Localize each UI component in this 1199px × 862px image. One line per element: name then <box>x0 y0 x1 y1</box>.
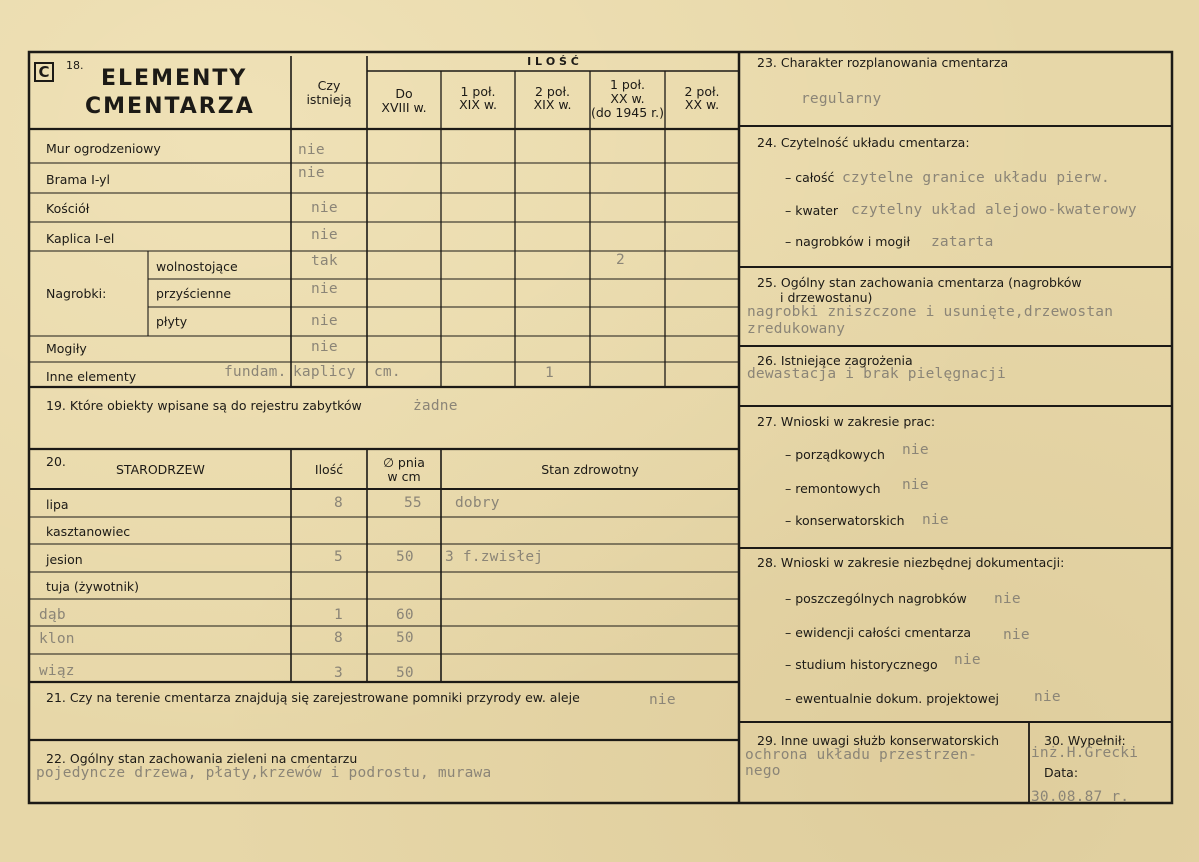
section-21-label: 21. Czy na terenie cmentarza znajdują się zarejestrowane pomniki przyrody ew. aleje <box>46 690 580 705</box>
section-20-number: 20. <box>46 454 66 469</box>
row-label-kaplica: Kaplica I-el <box>46 231 115 246</box>
col-header-2-pol-xx-line1: 2 poł. <box>684 84 720 99</box>
section-27-item-label: – remontowych <box>785 481 881 496</box>
section-26-value: dewastacja i brak pielęgnacji <box>747 366 1006 382</box>
section-28-item-label: – studium historycznego <box>785 657 938 672</box>
section-24-nagrobkow-value: zatarta <box>931 234 994 250</box>
col-header-1-pol-xx-line3: (do 1945 r.) <box>590 105 665 120</box>
section-27-item-value: nie <box>902 477 929 493</box>
section-18-title-line1: ELEMENTY <box>101 66 248 91</box>
col-header-pnia-line2: w cm <box>387 469 421 484</box>
section-24-kwater-value: czytelny układ alejowo-kwaterowy <box>851 202 1137 218</box>
section-18-number: 18. <box>66 59 84 72</box>
col-header-pnia-line1: ∅ pnia <box>383 455 425 470</box>
section-29-value-line1: ochrona układu przestrzen- <box>745 747 978 763</box>
section-24-calosc-value: czytelne granice układu pierw. <box>842 170 1110 186</box>
section-27-label: 27. Wnioski w zakresie prac: <box>757 414 936 429</box>
section-22-label: 22. Ogólny stan zachowania zieleni na cmentarzu <box>46 751 358 766</box>
section-22-value: pojedyncze drzewa, płaty,krzewów i podrostu, murawa <box>36 765 492 781</box>
row-value-plyty: nie <box>311 313 338 329</box>
filled-by-name: inż.H.Grecki <box>1031 745 1139 761</box>
czy-istnieja-header-line1: Czy <box>317 78 341 93</box>
section-25-label-line1: 25. Ogólny stan zachowania cmentarza (nagrobków <box>757 275 1082 290</box>
row-label-inne: Inne elementy <box>46 369 137 384</box>
row-label-kosciol: Kościół <box>46 201 90 216</box>
section-30-label: 30. Wypełnił: <box>1044 733 1126 748</box>
section-28-item-value: nie <box>1003 627 1030 643</box>
section-28-item-label: – poszczególnych nagrobków <box>785 591 967 606</box>
section-18-title-line2: CMENTARZA <box>85 94 255 119</box>
tree-count: 8 <box>334 630 343 646</box>
section-25-label-line2: i drzewostanu) <box>780 290 873 305</box>
row-value-kosciol: nie <box>311 200 338 216</box>
tree-name: dąb <box>39 607 66 623</box>
section-27-item-value: nie <box>922 512 949 528</box>
section-28-item-label: – ewidencji całości cmentarza <box>785 625 972 640</box>
row-value-wolnostojace: tak <box>311 253 338 269</box>
col-header-2-pol-xix-line2: XIX w. <box>533 97 572 112</box>
row-value-inne-part3: cm. <box>374 364 401 380</box>
tree-diameter: 50 <box>396 630 414 646</box>
row-value-brama: nie <box>298 165 325 181</box>
tree-name: kasztanowiec <box>46 524 131 539</box>
row-label-nagrobki: Nagrobki: <box>46 286 107 301</box>
row-value-inne-xix2: 1 <box>545 365 554 381</box>
section-27-item-label: – konserwatorskich <box>785 513 905 528</box>
section-24-nagrobkow-label: – nagrobków i mogił <box>785 234 911 249</box>
section-28-item-value: nie <box>994 591 1021 607</box>
col-header-do-xviii-line2: XVIII w. <box>381 100 427 115</box>
tree-diameter: 55 <box>404 495 422 511</box>
row-value-inne-part1: fundam. <box>224 364 287 380</box>
date-value: 30.08.87 r. <box>1031 789 1130 805</box>
row-value-kaplica: nie <box>311 227 338 243</box>
tree-count: 5 <box>334 549 343 565</box>
czy-istnieja-header-line2: istnieją <box>306 92 352 107</box>
col-header-1-pol-xx-line1: 1 poł. <box>609 77 646 92</box>
row-value-mogily: nie <box>311 339 338 355</box>
tree-diameter: 60 <box>396 607 414 623</box>
row-label-plyty: płyty <box>156 314 188 329</box>
row-value-przyscienne: nie <box>311 281 338 297</box>
row-label-wolnostojace: wolnostojące <box>156 259 238 274</box>
section-28-label: 28. Wnioski w zakresie niezbędnej dokumentacji: <box>757 555 1065 570</box>
section-24-kwater-label: – kwater <box>785 203 839 218</box>
date-label: Data: <box>1044 765 1079 780</box>
section-28-item-value: nie <box>954 652 981 668</box>
row-label-mur: Mur ogrodzeniowy <box>46 141 161 156</box>
tree-name: klon <box>39 631 75 647</box>
section-23-value: regularny <box>801 91 882 107</box>
section-19-value: żadne <box>413 398 458 414</box>
section-25-value-line1: nagrobki zniszczone i usunięte,drzewostan <box>747 304 1114 320</box>
col-header-stan-zdrowotny: Stan zdrowotny <box>541 462 639 477</box>
section-24-calosc-label: – całość <box>785 170 835 185</box>
tree-name: jesion <box>46 552 83 567</box>
tree-state: dobry <box>455 495 500 511</box>
section-21-value: nie <box>649 692 676 708</box>
section-29-value-line2: nego <box>745 763 781 779</box>
tree-diameter: 50 <box>396 665 414 681</box>
col-header-2-pol-xix-line1: 2 poł. <box>534 84 571 99</box>
card-letter-box: C <box>34 62 54 82</box>
col-header-1-pol-xix-line1: 1 poł. <box>460 84 496 99</box>
col-header-1-pol-xx-line2: XX w. <box>610 91 645 106</box>
tree-name: lipa <box>46 497 69 512</box>
row-value-wolnostojace-xx1: 2 <box>616 252 625 268</box>
section-29-label: 29. Inne uwagi służb konserwatorskich <box>757 733 999 748</box>
row-label-brama: Brama I-yl <box>46 172 111 187</box>
section-27-item-label: – porządkowych <box>785 447 885 462</box>
tree-count: 8 <box>334 495 343 511</box>
section-28-item-label: – ewentualnie dokum. projektowej <box>785 691 1000 706</box>
ilosc-header: I L O Ś Ć <box>527 55 579 68</box>
tree-state: 3 f.zwisłej <box>445 549 544 565</box>
section-19-label: 19. Które obiekty wpisane są do rejestru zabytków <box>46 398 362 413</box>
col-header-do-xviii-line1: Do <box>395 86 413 101</box>
tree-diameter: 50 <box>396 549 414 565</box>
tree-count: 3 <box>334 665 343 681</box>
section-28-item-value: nie <box>1034 689 1061 705</box>
row-value-mur: nie <box>298 142 325 158</box>
section-27-item-value: nie <box>902 442 929 458</box>
section-26-label: 26. Istniejące zagrożenia <box>757 353 913 368</box>
col-header-ilosc: Ilość <box>314 462 344 477</box>
starodrzew-header: STARODRZEW <box>116 462 205 477</box>
row-label-mogily: Mogiły <box>46 341 87 356</box>
tree-count: 1 <box>334 607 343 623</box>
tree-name: tuja (żywotnik) <box>46 579 140 594</box>
tree-name: wiąz <box>39 663 75 679</box>
row-value-inne-part2: kaplicy <box>293 364 356 380</box>
col-header-2-pol-xx-line2: XX w. <box>684 97 720 112</box>
section-24-label: 24. Czytelność układu cmentarza: <box>757 135 970 150</box>
section-23-label: 23. Charakter rozplanowania cmentarza <box>757 55 1009 70</box>
col-header-1-pol-xix-line2: XIX w. <box>459 97 497 112</box>
section-25-value-line2: zredukowany <box>747 321 846 337</box>
row-label-przyscienne: przyścienne <box>156 286 232 301</box>
